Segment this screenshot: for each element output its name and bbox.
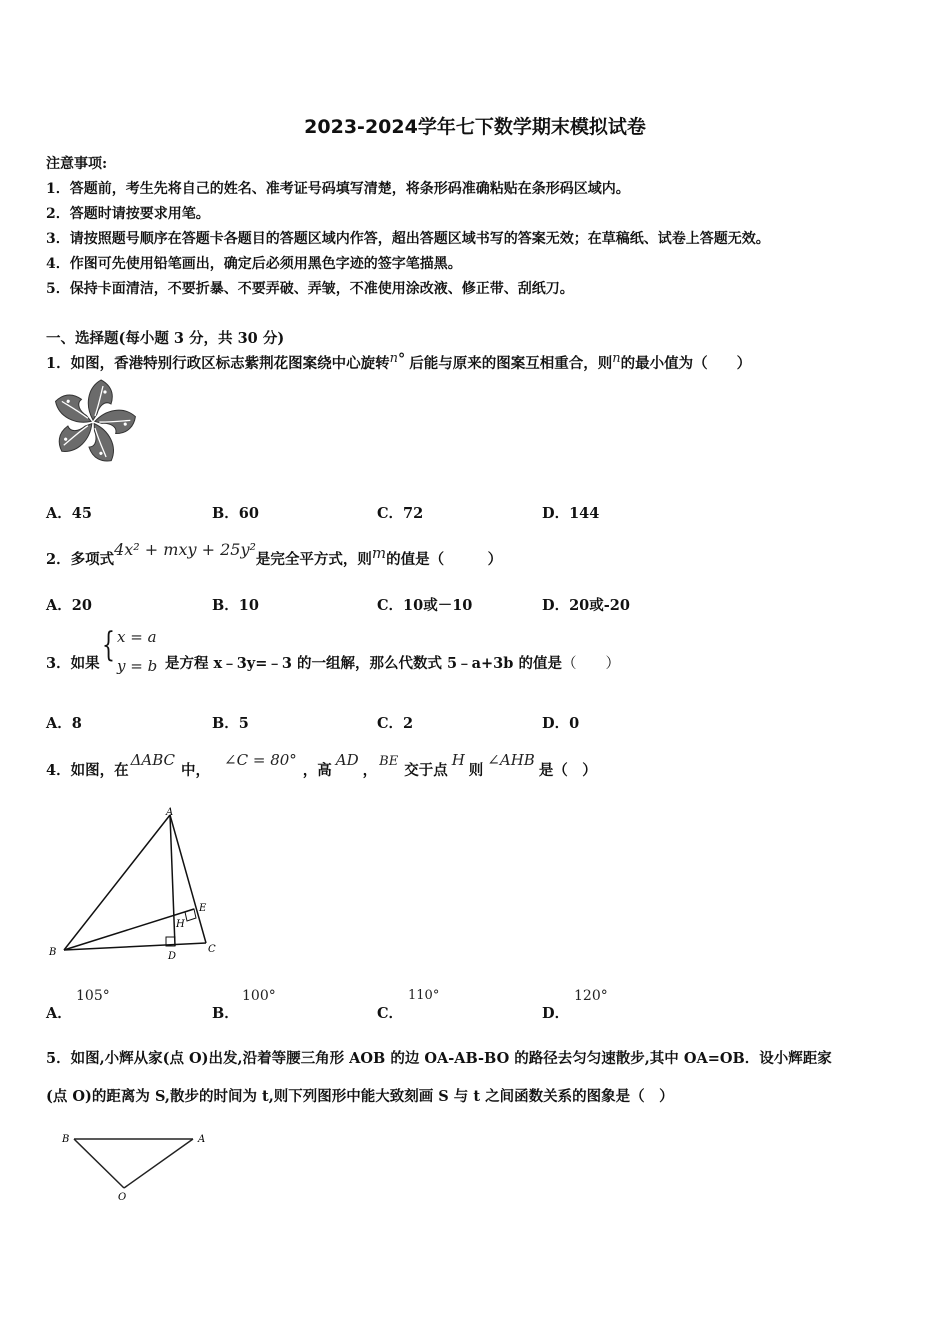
q4-triangle: ΔABC [130, 751, 176, 769]
label-c: C [208, 944, 216, 955]
q4-h: H [451, 751, 465, 769]
notice-item: 2．答题时请按要求用笔。 [46, 206, 210, 222]
q4-text-b: 中， [181, 762, 211, 779]
q5-stem-line2: (点 O)的距离为 S,散步的时间为 t,则下列图形中能大致刻画 S 与 t 之间函数关系的图象是（ ） [46, 1088, 674, 1105]
q3-option-a: A．8 [46, 715, 82, 732]
label-o: O [118, 1192, 127, 1203]
q4-option-c-letter: C． [377, 1005, 404, 1022]
q3-paren: （ ） [561, 656, 620, 672]
q2-option-a: A．20 [46, 597, 92, 614]
q5-triangle-figure [58, 1128, 218, 1208]
q4-text-c: ，高 [302, 762, 332, 779]
label-e: E [199, 903, 207, 914]
notice-item: 4．作图可先使用铅笔画出，确定后必须用黑色字迹的签字笔描黑。 [46, 256, 462, 272]
q1-degree: ° [397, 351, 406, 368]
notice-heading: 注意事项: [46, 156, 108, 172]
q3-text-a: 3．如果 [46, 655, 100, 672]
q2-text-c: 的值是（ ） [386, 551, 503, 568]
q3-option-d: D．0 [542, 715, 580, 732]
notice-item: 5．保持卡面清洁，不要折暴、不要弄破、弄皱，不准使用涂改液、修正带、刮纸刀。 [46, 281, 574, 297]
q1-text-c: 的最小值为（ ） [620, 355, 752, 372]
q1-var-n: n [389, 351, 398, 366]
q2-option-c: C．10或－10 [377, 597, 473, 614]
label-b: B [49, 947, 57, 958]
q4-comma: ， [362, 762, 378, 779]
side-bo [74, 1139, 124, 1188]
page-title: 2023-2024学年七下数学期末模拟试卷 [304, 116, 646, 138]
q4-text-d: 交于点 [404, 762, 448, 779]
q4-ad: AD [335, 751, 359, 769]
q2-stem [46, 540, 503, 569]
q4-triangle-figure [44, 805, 234, 970]
q4-text-a: 4．如图，在 [46, 762, 129, 779]
q4-option-a-letter: A． [46, 1005, 72, 1022]
q2-var-m: m [371, 544, 387, 562]
q4-be: BE [379, 754, 399, 769]
q4-angle-c: ∠C = 80° [224, 751, 297, 769]
q1-stem [46, 352, 751, 373]
q1-option-b: B．60 [212, 505, 259, 522]
label-a: A [198, 1134, 206, 1145]
q4-option-b-letter: B． [212, 1005, 239, 1022]
q3-option-c: C．2 [377, 715, 414, 732]
label-a: A [166, 807, 174, 818]
q2-expression: 4x² + mxy + 25y² [114, 540, 256, 559]
q3-brace: { [102, 625, 115, 665]
side-ao [124, 1139, 193, 1188]
altitude-ad [170, 815, 175, 946]
q4-option-d-letter: D． [542, 1005, 570, 1022]
side-ab [64, 815, 170, 950]
q1-option-c: C．72 [377, 505, 424, 522]
q4-angle-ahb: ∠AHB [487, 751, 535, 769]
q3-system-line1: x = a [117, 628, 157, 646]
q1-option-d: D．144 [542, 505, 600, 522]
notice-item: 3．请按照题号顺序在答题卡各题目的答题区域内作答，超出答题区域书写的答案无效；在草稿纸、试卷上答题无效。 [46, 231, 770, 247]
q2-option-d: D．20或-20 [542, 597, 630, 614]
q3-stem [165, 652, 620, 673]
q4-stem [46, 751, 597, 780]
bauhinia-flower-figure [48, 377, 138, 467]
q2-option-b: B．10 [212, 597, 259, 614]
q1-option-a: A．45 [46, 505, 92, 522]
label-b: B [62, 1134, 70, 1145]
q4-option-b-value: 100° [242, 988, 276, 1004]
label-d: D [168, 951, 177, 962]
q2-text-b: 是完全平方式，则 [255, 551, 372, 568]
notice-item: 1．答题前，考生先将自己的姓名、准考证号码填写清楚，将条形码准确粘贴在条形码区域内。 [46, 181, 630, 197]
q1-text-a: 1．如图，香港特别行政区标志紫荆花图案绕中心旋转 [46, 355, 390, 372]
q3-system-line2: y = b [117, 657, 158, 675]
q1-text-b: 后能与原来的图案互相重合，则 [409, 355, 613, 372]
q4-text-e: 则 [468, 762, 484, 779]
q2-text-a: 2．多项式 [46, 551, 115, 568]
q1-var-n2: n [612, 351, 621, 366]
q4-option-c-value: 110° [408, 988, 440, 1003]
q3-option-b: B．5 [212, 715, 249, 732]
section-heading: 一、选择题(每小题 3 分，共 30 分) [46, 330, 285, 347]
q4-option-a-value: 105° [76, 988, 110, 1004]
q3-text-b: 是方程 x﹣3y=﹣3 的一组解，那么代数式 5﹣a+3b 的值是 [165, 655, 562, 672]
q4-option-d-value: 120° [574, 988, 608, 1004]
q5-stem-line1: 5．如图,小辉从家(点 O)出发,沿着等腰三角形 AOB 的边 OA-AB-BO 的路径去匀匀速散步,其中 OA=OB．设小辉距家 [46, 1050, 832, 1067]
q4-text-f: 是（ ） [538, 762, 597, 779]
label-h: H [176, 919, 185, 930]
